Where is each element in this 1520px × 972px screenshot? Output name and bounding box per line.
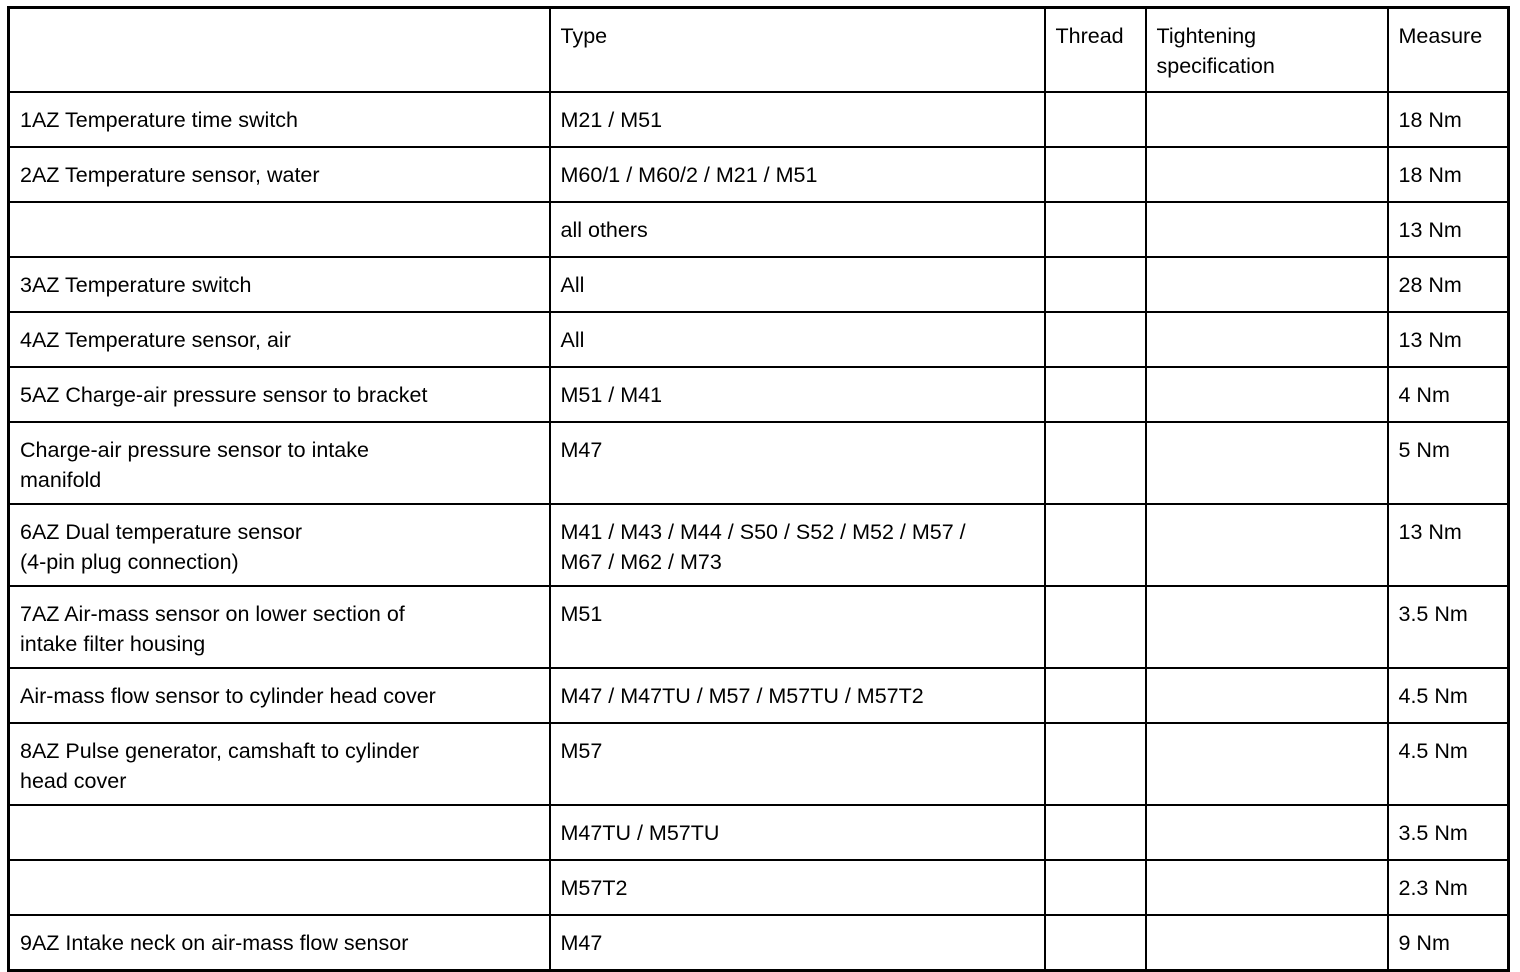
cell-measure: 4.5 Nm bbox=[1388, 723, 1509, 805]
cell-type: M51 bbox=[550, 586, 1045, 668]
cell-type: M57T2 bbox=[550, 860, 1045, 915]
cell-thread bbox=[1045, 422, 1146, 504]
cell-measure: 3.5 Nm bbox=[1388, 805, 1509, 860]
header-tightening-specification: Tightening specification bbox=[1146, 8, 1388, 93]
cell-type: M47TU / M57TU bbox=[550, 805, 1045, 860]
cell-tightening bbox=[1146, 422, 1388, 504]
cell-thread bbox=[1045, 915, 1146, 971]
cell-description: 9AZ Intake neck on air-mass flow sensor bbox=[9, 915, 550, 971]
cell-thread bbox=[1045, 147, 1146, 202]
cell-description: 2AZ Temperature sensor, water bbox=[9, 147, 550, 202]
cell-thread bbox=[1045, 257, 1146, 312]
cell-thread bbox=[1045, 202, 1146, 257]
cell-type: All bbox=[550, 312, 1045, 367]
table-row bbox=[9, 504, 1509, 586]
cell-type: M51 / M41 bbox=[550, 367, 1045, 422]
cell-type: M41 / M43 / M44 / S50 / S52 / M52 / M57 / M67 / M62 / M73 bbox=[550, 504, 1045, 586]
table-row bbox=[9, 668, 1509, 723]
cell-thread bbox=[1045, 92, 1146, 147]
cell-type: All bbox=[550, 257, 1045, 312]
cell-description bbox=[9, 860, 550, 915]
cell-measure: 18 Nm bbox=[1388, 147, 1509, 202]
cell-description: Air-mass flow sensor to cylinder head cover bbox=[9, 668, 550, 723]
cell-thread bbox=[1045, 504, 1146, 586]
cell-thread bbox=[1045, 723, 1146, 805]
cell-description: 3AZ Temperature switch bbox=[9, 257, 550, 312]
cell-tightening bbox=[1146, 367, 1388, 422]
cell-measure: 9 Nm bbox=[1388, 915, 1509, 971]
cell-tightening bbox=[1146, 504, 1388, 586]
header-thread: Thread bbox=[1045, 8, 1146, 93]
cell-tightening bbox=[1146, 723, 1388, 805]
cell-tightening bbox=[1146, 915, 1388, 971]
cell-tightening bbox=[1146, 92, 1388, 147]
cell-measure: 4 Nm bbox=[1388, 367, 1509, 422]
cell-description: 5AZ Charge-air pressure sensor to bracket bbox=[9, 367, 550, 422]
table-row bbox=[9, 586, 1509, 668]
cell-type: M60/1 / M60/2 / M21 / M51 bbox=[550, 147, 1045, 202]
cell-type: M21 / M51 bbox=[550, 92, 1045, 147]
table-row bbox=[9, 723, 1509, 805]
cell-tightening bbox=[1146, 805, 1388, 860]
table-row bbox=[9, 805, 1509, 860]
cell-thread bbox=[1045, 668, 1146, 723]
cell-type: M57 bbox=[550, 723, 1045, 805]
cell-measure: 5 Nm bbox=[1388, 422, 1509, 504]
cell-description bbox=[9, 805, 550, 860]
cell-thread bbox=[1045, 805, 1146, 860]
table-row bbox=[9, 915, 1509, 971]
table-row bbox=[9, 257, 1509, 312]
cell-measure: 28 Nm bbox=[1388, 257, 1509, 312]
cell-description: Charge-air pressure sensor to intake manifold bbox=[9, 422, 550, 504]
cell-thread bbox=[1045, 860, 1146, 915]
header-measure: Measure bbox=[1388, 8, 1509, 93]
cell-tightening bbox=[1146, 312, 1388, 367]
header-description bbox=[9, 8, 550, 93]
cell-measure: 18 Nm bbox=[1388, 92, 1509, 147]
cell-measure: 2.3 Nm bbox=[1388, 860, 1509, 915]
cell-measure: 3.5 Nm bbox=[1388, 586, 1509, 668]
table-row bbox=[9, 312, 1509, 367]
table-row bbox=[9, 147, 1509, 202]
table-row bbox=[9, 367, 1509, 422]
cell-measure: 13 Nm bbox=[1388, 312, 1509, 367]
header-type: Type bbox=[550, 8, 1045, 93]
cell-measure: 13 Nm bbox=[1388, 202, 1509, 257]
cell-type: M47 bbox=[550, 915, 1045, 971]
cell-tightening bbox=[1146, 668, 1388, 723]
table-row bbox=[9, 860, 1509, 915]
cell-description: 4AZ Temperature sensor, air bbox=[9, 312, 550, 367]
cell-type: M47 / M47TU / M57 / M57TU / M57T2 bbox=[550, 668, 1045, 723]
cell-tightening bbox=[1146, 147, 1388, 202]
tightening-spec-table bbox=[7, 6, 1510, 972]
cell-measure: 4.5 Nm bbox=[1388, 668, 1509, 723]
cell-measure: 13 Nm bbox=[1388, 504, 1509, 586]
cell-tightening bbox=[1146, 257, 1388, 312]
cell-description bbox=[9, 202, 550, 257]
cell-thread bbox=[1045, 312, 1146, 367]
cell-type: all others bbox=[550, 202, 1045, 257]
cell-description: 6AZ Dual temperature sensor (4-pin plug connection) bbox=[9, 504, 550, 586]
cell-thread bbox=[1045, 367, 1146, 422]
cell-description: 8AZ Pulse generator, camshaft to cylinder head cover bbox=[9, 723, 550, 805]
cell-tightening bbox=[1146, 586, 1388, 668]
cell-tightening bbox=[1146, 202, 1388, 257]
cell-type: M47 bbox=[550, 422, 1045, 504]
cell-thread bbox=[1045, 586, 1146, 668]
table-row bbox=[9, 92, 1509, 147]
table-row bbox=[9, 202, 1509, 257]
cell-description: 1AZ Temperature time switch bbox=[9, 92, 550, 147]
table-header-row bbox=[9, 8, 1509, 93]
table-row bbox=[9, 422, 1509, 504]
cell-description: 7AZ Air-mass sensor on lower section of intake filter housing bbox=[9, 586, 550, 668]
cell-tightening bbox=[1146, 860, 1388, 915]
